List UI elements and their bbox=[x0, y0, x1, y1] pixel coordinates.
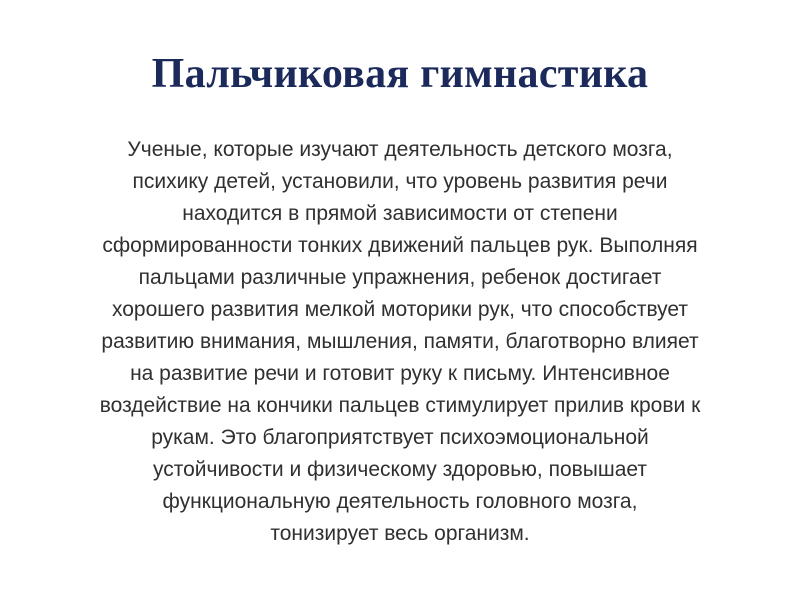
body-line: на развитие речи и готовит руку к письму. Интенсивное bbox=[130, 362, 670, 385]
body-line: воздействие на кончики пальцев стимулирует прилив крови к bbox=[99, 394, 701, 417]
body-line: рукам. Это благоприятствует психоэмоциональной bbox=[151, 426, 649, 449]
body-line: устойчивости и физическому здоровью, повышает bbox=[152, 458, 648, 481]
body-line: психику детей, установили, что уровень развития речи bbox=[132, 170, 668, 193]
body-line: находится в прямой зависимости от степени bbox=[182, 202, 618, 225]
slide-body-text bbox=[30, 134, 770, 550]
body-line: тонизирует весь организм. bbox=[270, 522, 530, 545]
body-line: Ученые, которые изучают деятельность детского мозга, bbox=[127, 138, 673, 161]
body-line: пальцами различные упражнения, ребенок достигает bbox=[138, 266, 662, 289]
body-line: функциональную деятельность головного мозга, bbox=[162, 490, 638, 513]
body-line: хорошего развития мелкой моторики рук, что способствует bbox=[111, 298, 689, 321]
body-line: развитию внимания, мышления, памяти, благотворно влияет bbox=[101, 330, 699, 353]
slide-title: Пальчиковая гимнастика bbox=[151, 51, 649, 97]
body-line: сформированности тонких движений пальцев рук. Выполняя bbox=[102, 234, 698, 257]
